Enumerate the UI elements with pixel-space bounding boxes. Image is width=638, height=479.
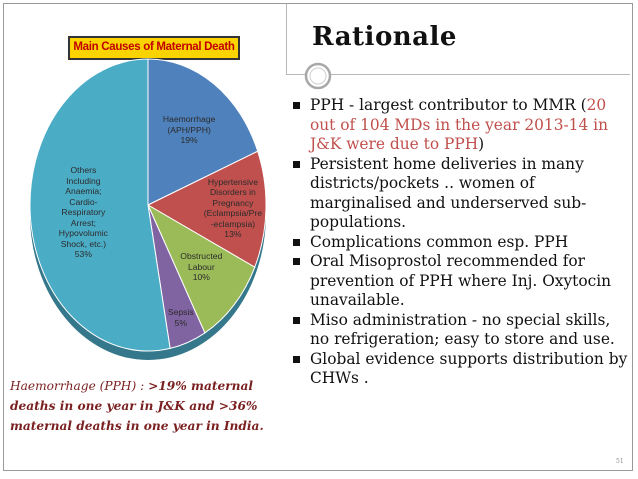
pie-label-line: Cardio- [69,196,98,207]
bullet-item [290,233,630,253]
bullet-text: Oral Misoprostol recommended for prevention of PPH where Inj. Oxytocin unavailable. [310,252,612,309]
pie-label-line: (Eclampsia/Pre [203,208,263,219]
caption-line1-text: Haemorrhage (PPH) : [10,379,149,393]
pie-label-obstructed-labour [176,251,226,283]
pie-label-line: Labour [187,261,215,272]
bullet-text: Complications common esp. PPH [310,232,569,251]
bullet-item [290,155,630,233]
caption-line3-text: maternal deaths in one year in India. [10,419,264,433]
bullet-item [290,311,630,350]
pie-label-line: Pregnancy [212,197,254,208]
pie-label-line: Others [70,165,97,176]
bullet-text: ) [478,135,485,153]
pie-label-sepsis [163,307,199,328]
pie-label-line: Anaemia; [65,186,102,197]
pie-label-line: Including [66,175,101,186]
pie-label-haemorrhage [159,114,219,146]
bullet-item [290,350,630,389]
pie-label-line: 53% [74,249,92,260]
pie-label-others [47,165,119,260]
bullet-marker-icon [293,356,300,363]
pie-label-line: 10% [192,272,210,283]
bullet-marker-icon [293,161,300,168]
bullet-highlight-text: 20 out of 104 MDs in the year 2013-14 in J&K were due to PPH [310,96,608,153]
caption-line2-text: deaths in one year in J&K and [10,399,219,413]
bullet-text: Miso administration - no special skills, no refrigeration; easy to store and use. [310,310,615,348]
pie-label-line: Sepsis [167,307,194,318]
pie-label-hypertensive [200,177,266,240]
pie-label-line: Haemorrhage [162,114,216,125]
bullet-item [290,96,630,155]
caption-line2-stat: >36% [218,399,258,413]
bullet-item [290,252,630,311]
slide-title: Rationale [312,22,457,52]
caption-line1-stat: >19% maternal [148,379,254,393]
bullet-marker-icon [293,102,300,109]
pie-label-line: Hypovolumic [58,228,108,239]
pie-label-line: 5% [174,317,187,328]
slide-number: 51 [616,458,624,465]
rationale-bullet-list [290,96,630,389]
bullet-marker-icon [293,258,300,265]
pie-label-line: 13% [224,229,242,240]
chart-title: Main Causes of Maternal Death [73,41,235,53]
pie-label-line: (APH/PPH) [167,124,211,135]
pie-label-line: Arrest; [70,217,97,228]
pie-label-line: -eclampsia) [210,218,256,229]
bullet-text: Persistent home deliveries in many districts/pockets .. women of marginalised and underserved sub-populations. [310,154,587,231]
pph-caption [10,376,268,436]
bullet-marker-icon [293,239,300,246]
pie-label-line: Disorders in [209,187,256,198]
pie-label-line: Hypertensive [207,176,258,187]
bullet-marker-icon [293,317,300,324]
decorative-ring-icon [303,61,333,91]
bullet-text: Global evidence supports distribution by CHWs . [310,349,628,387]
bullet-text: PPH - largest contributor to MMR ( [310,96,587,114]
pie-label-line: Shock, etc.) [60,238,107,249]
pie-label-line: Obstructed [180,251,223,262]
pie-label-line: Respiratory [61,207,106,218]
pie-label-line: 19% [180,135,198,146]
title-divider-horizontal [286,74,630,75]
